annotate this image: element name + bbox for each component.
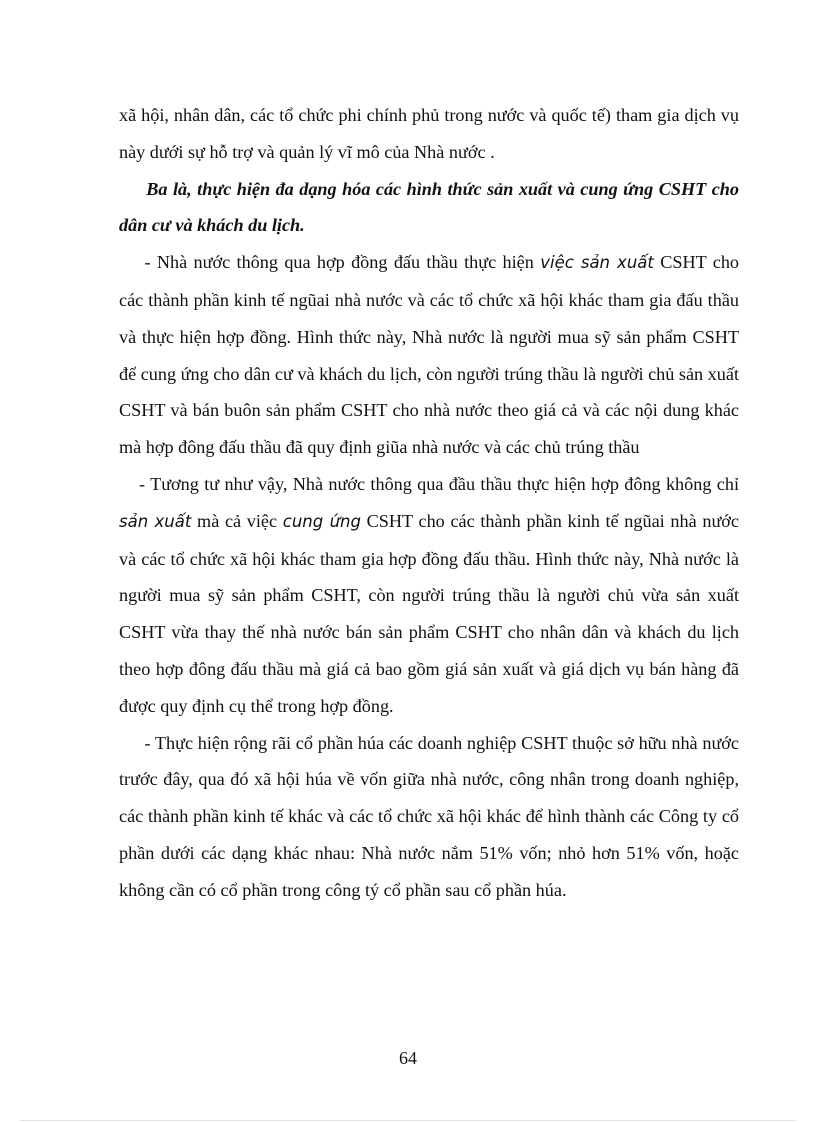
page-bottom-divider (20, 1120, 796, 1121)
paragraph-text: - Nhà nước thông qua hợp đồng đấu thầu thực hiện (144, 252, 541, 273)
paragraph-continuation: xã hội, nhân dân, các tổ chức phi chính phủ trong nước và quốc tế) tham gia dịch vụ này dưới sự hỗ trợ và quản lý vĩ mô của Nhà nước . (119, 105, 739, 162)
emphasis-text: cung ứng (282, 511, 361, 531)
paragraph-bidding-production (119, 244, 739, 466)
section-heading: Ba là, thực hiện đa dạng hóa các hình thức sản xuất và cung ứng CSHT cho dân cư và khách du lịch. (119, 178, 739, 236)
paragraph-bidding-supply (119, 466, 739, 725)
paragraph-equitization: - Thực hiện rộng rãi cổ phần húa các doanh nghiệp CSHT thuộc sở hữu nhà nước trước đây, qua đó xã hội húa về vốn giữa nhà nước, công nhân trong doanh nghiệp, các thành phần kinh tế khác và các tổ chức xã hội khác để hình thành các Công ty cổ phần dưới các dạng khác nhau: Nhà nước nắm 51% vốn; nhỏ hơn 51% vốn, hoặc không cần có cổ phần trong công tý cổ phần sau cổ phần húa. (119, 732, 739, 900)
paragraph-text: mà cả việc (191, 510, 283, 531)
paragraph-text: - Tương tư như vậy, Nhà nước thông qua đầu thầu thực hiện hợp đông không chỉ (139, 473, 739, 494)
paragraph-text: CSHT cho các thành phần kinh tế ngũai nhà nước và các tổ chức xã hội khác tham gia đấu thầu và thực hiện hợp đồng. Hình thức này, Nhà nước là người mua sỹ sản phẩm CSHT để cung ứng cho dân cư và khách du lịch, còn người trúng thầu là người chủ sản xuất CSHT và bán buôn sản phẩm CSHT cho nhà nước theo giá cả và các nội dung khác mà hợp đông đấu thầu đã quy định giũa nhà nước và các chủ trúng thầu (119, 252, 740, 458)
page-number: 64 (399, 1048, 417, 1068)
body-text (119, 97, 739, 909)
emphasis-text: sản xuất (119, 511, 192, 531)
emphasis-text: việc sản xuất (540, 253, 654, 273)
paragraph-text: CSHT cho các thành phần kinh tế ngũai nhà nước và các tổ chức xã hội khác tham gia hợp đồng đấu thầu. Hình thức này, Nhà nước là người mua sỹ sản phẩm CSHT, còn người trúng thầu là người chủ vừa sản xuất CSHT vừa thay thế nhà nước bán sản phẩm CSHT cho nhân dân và khách du lịch theo hợp đông đấu thầu mà giá cả bao gồm giá sản xuất và giá dịch vụ bán hàng đã được quy định cụ thể trong hợp đồng. (119, 510, 739, 716)
